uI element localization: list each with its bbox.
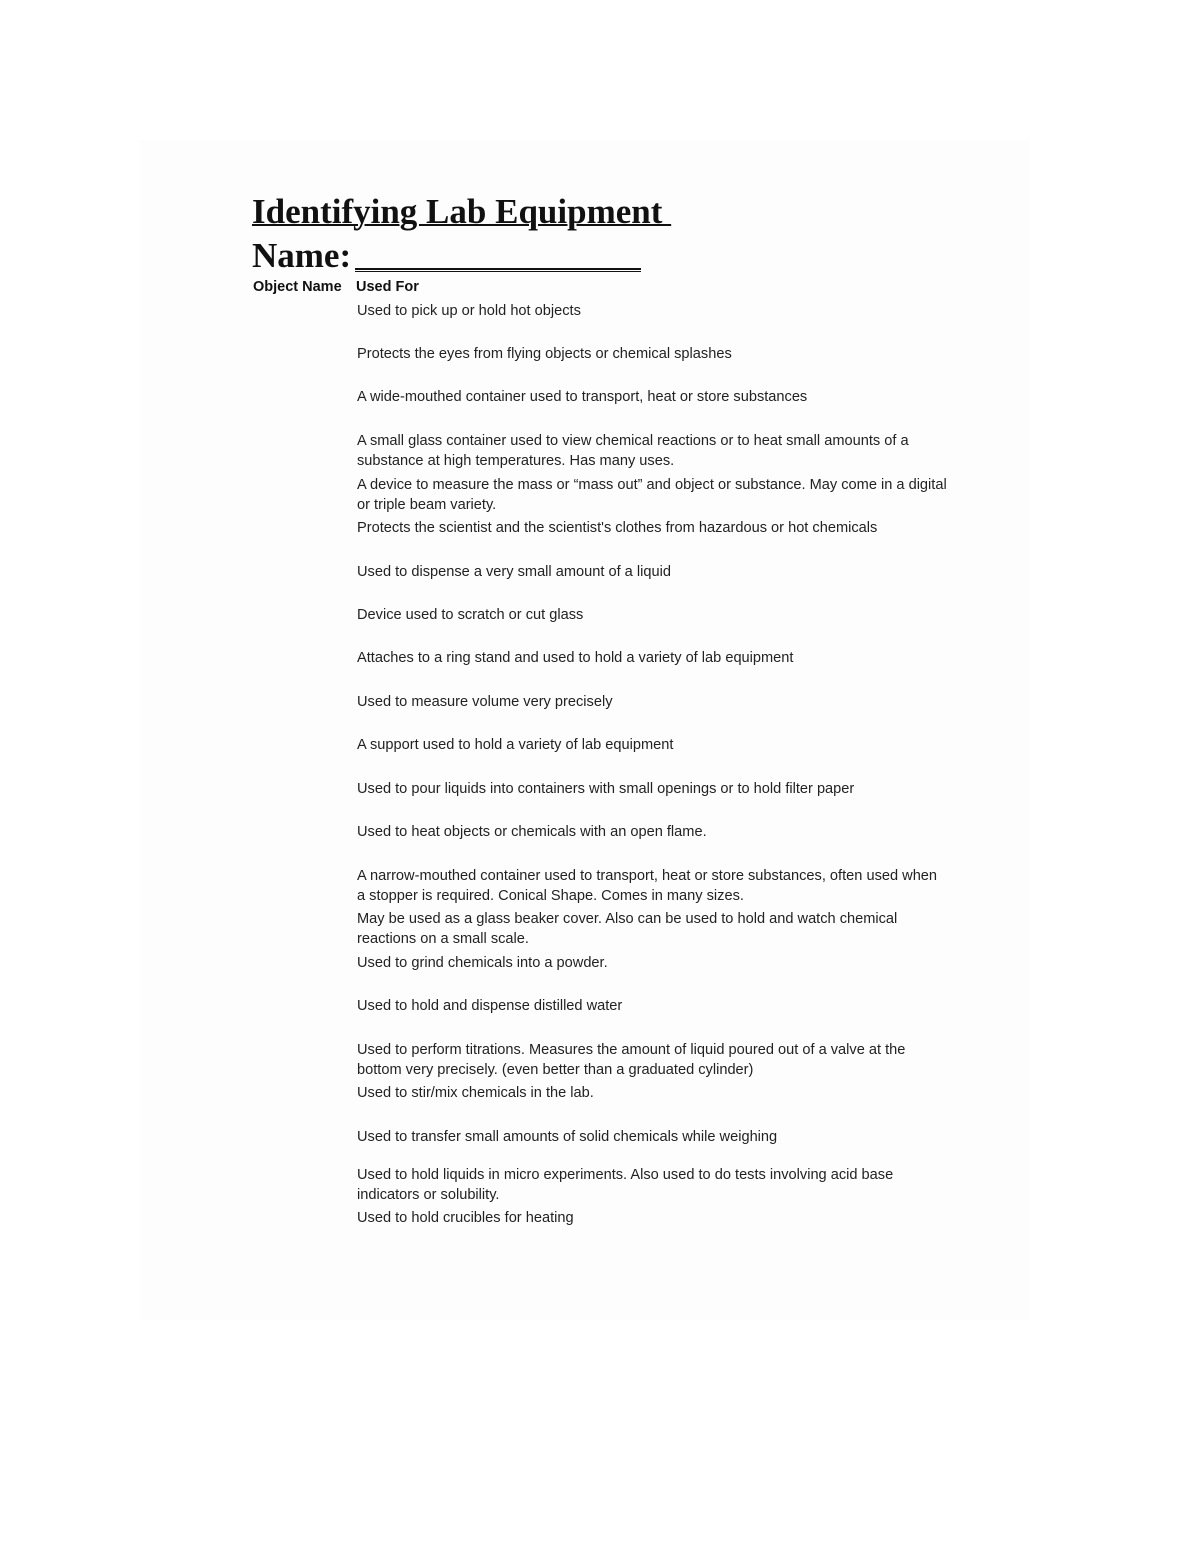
table-row: Protects the scientist and the scientist's clothes from hazardous or hot chemicals: [357, 520, 878, 536]
table-row: Used to hold crucibles for heating: [357, 1210, 574, 1226]
table-row: Used to transfer small amounts of solid chemicals while weighing: [357, 1129, 778, 1145]
table-row: A narrow-mouthed container used to transport, heat or store substances, often used when a stopper is required. Conical Shape. Comes in many sizes.: [357, 868, 938, 904]
table-row: Used to stir/mix chemicals in the lab.: [357, 1085, 594, 1101]
name-blank-line: [355, 268, 641, 272]
name-label: Name:: [252, 236, 352, 275]
page-title: Identifying Lab Equipment: [252, 192, 672, 231]
table-row: Protects the eyes from flying objects or chemical splashes: [357, 346, 732, 362]
table-row: Used to hold and dispense distilled water: [357, 998, 623, 1014]
table-row: Device used to scratch or cut glass: [357, 607, 584, 623]
table-row: Used to dispense a very small amount of a liquid: [357, 564, 671, 580]
table-row: Used to pick up or hold hot objects: [357, 303, 581, 319]
table-row: A small glass container used to view chemical reactions or to heat small amounts of a substance at high temperatures. Has many uses.: [357, 433, 909, 469]
column-header-object-name: Object Name: [253, 279, 342, 295]
table-row: A support used to hold a variety of lab equipment: [357, 737, 674, 753]
table-row: Used to pour liquids into containers with small openings or to hold filter paper: [357, 781, 855, 797]
table-row: May be used as a glass beaker cover. Also can be used to hold and watch chemical reactions on a small scale.: [357, 911, 898, 947]
table-row: Used to hold liquids in micro experiments. Also used to do tests involving acid base indicators or solubility.: [357, 1167, 894, 1203]
table-row: A device to measure the mass or “mass out” and object or substance. May come in a digital or triple beam variety.: [357, 477, 947, 513]
table-row: A wide-mouthed container used to transport, heat or store substances: [357, 389, 808, 405]
table-row: Used to perform titrations. Measures the amount of liquid poured out of a valve at the bottom very precisely. (even better than a graduated cylinder): [357, 1042, 906, 1078]
column-header-used-for: Used For: [356, 279, 419, 295]
table-row: Used to heat objects or chemicals with an open flame.: [357, 824, 707, 840]
table-row: Used to measure volume very precisely: [357, 694, 613, 710]
table-row: Used to grind chemicals into a powder.: [357, 955, 608, 971]
table-row: Attaches to a ring stand and used to hold a variety of lab equipment: [357, 650, 794, 666]
